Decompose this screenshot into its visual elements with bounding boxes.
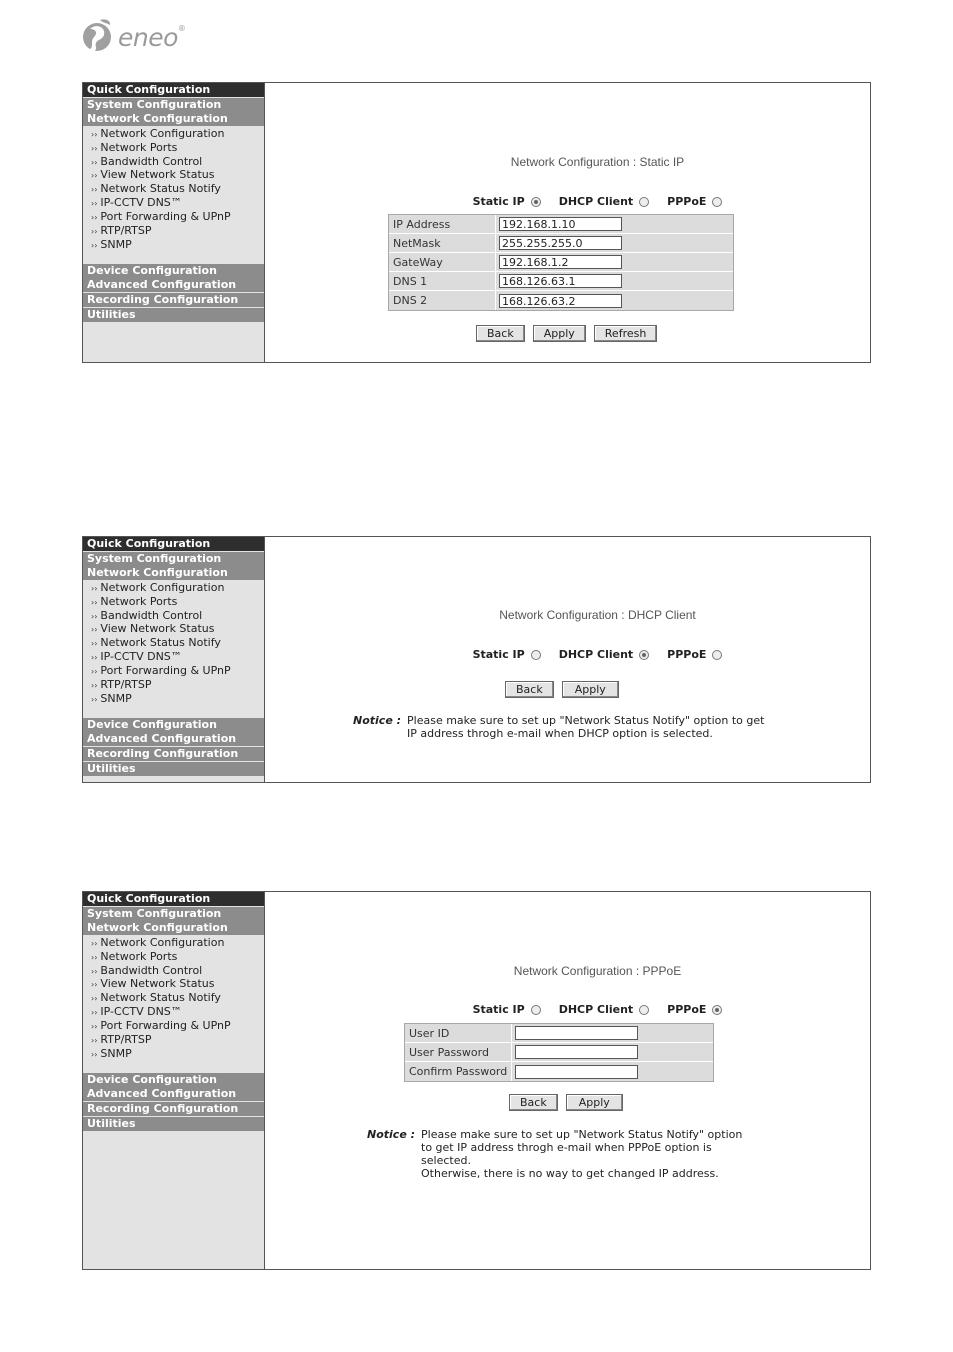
field-label: DNS 2 [389, 291, 496, 310]
refresh-button[interactable]: Refresh [594, 325, 658, 342]
menu-quick-configuration[interactable]: Quick Configuration [83, 892, 264, 906]
menu-sub-label: Network Configuration [100, 580, 225, 594]
dhcp-client-panel [82, 536, 871, 783]
field-label: IP Address [389, 215, 496, 233]
notice-line: selected. [421, 1154, 471, 1167]
pppoe-form [404, 1023, 714, 1082]
menu-sub-network-status-notify[interactable] [83, 182, 264, 196]
arrow-icon: ›› [91, 1008, 98, 1018]
radio-static-ip[interactable] [473, 195, 541, 208]
menu-sub-network-configuration[interactable] [83, 936, 264, 950]
button-group [505, 1094, 627, 1111]
arrow-icon: ›› [91, 639, 98, 649]
field-label: DNS 1 [389, 272, 496, 290]
apply-button[interactable]: Apply [533, 325, 586, 342]
arrow-icon: ›› [91, 938, 98, 948]
dns1-input[interactable]: 168.126.63.1 [499, 274, 622, 288]
arrow-icon: ›› [91, 199, 98, 209]
menu-sub-network-ports[interactable] [83, 141, 264, 155]
page-title: Network Configuration : Static IP [510, 155, 685, 169]
notice-line: to get IP address throgh e-mail when PPPoE option is [421, 1141, 712, 1154]
menu-sub-network-status-notify[interactable] [83, 636, 264, 650]
menu-sub-label: View Network Status [100, 622, 215, 636]
back-button[interactable]: Back [509, 1094, 558, 1111]
menu-sub-network-configuration[interactable] [83, 127, 264, 141]
field-label: User Password [405, 1043, 512, 1061]
menu-sub-label: SNMP [100, 237, 132, 251]
menu-system-configuration[interactable]: System Configuration [83, 552, 264, 566]
radio-icon[interactable] [712, 197, 722, 207]
field-confirm-password [405, 1062, 713, 1081]
arrow-icon: ›› [91, 1049, 98, 1059]
arrow-icon: ›› [91, 583, 98, 593]
arrow-icon: ›› [91, 185, 98, 195]
netmask-input[interactable]: 255.255.255.0 [499, 236, 622, 250]
arrow-icon: ›› [91, 157, 98, 167]
notice-message [353, 714, 764, 740]
radio-label: PPPoE [667, 1003, 707, 1016]
arrow-icon: ›› [91, 1022, 98, 1032]
arrow-icon: ›› [91, 980, 98, 990]
field-dns2 [389, 291, 733, 310]
radio-icon[interactable] [639, 1005, 649, 1015]
arrow-icon: ›› [91, 240, 98, 250]
menu-utilities[interactable]: Utilities [83, 308, 264, 322]
menu-network-configuration[interactable]: Network Configuration [83, 112, 264, 126]
menu-sub-label: Network Ports [100, 140, 178, 154]
menu-recording-configuration[interactable]: Recording Configuration [83, 1102, 264, 1116]
notice-text [407, 714, 764, 740]
field-gateway [389, 253, 733, 272]
arrow-icon: ›› [91, 994, 98, 1004]
menu-sub-port-forwarding[interactable] [83, 664, 264, 678]
notice-line: Otherwise, there is no way to get changed IP address. [421, 1167, 719, 1180]
page-title: Network Configuration : DHCP Client [499, 608, 696, 622]
field-dns1 [389, 272, 733, 291]
sidebar-menu [83, 537, 265, 782]
menu-sub-label: RTP/RTSP [100, 1033, 152, 1047]
button-group [501, 681, 623, 698]
confirm-password-input[interactable] [515, 1065, 638, 1079]
menu-sub-port-forwarding[interactable] [83, 210, 264, 224]
radio-label: PPPoE [667, 648, 707, 661]
menu-recording-configuration[interactable]: Recording Configuration [83, 747, 264, 761]
content-area [265, 892, 870, 1269]
radio-dhcp-client[interactable] [559, 195, 649, 208]
mode-selector [265, 1003, 870, 1016]
radio-icon[interactable] [531, 650, 541, 660]
field-ip-address [389, 215, 733, 234]
menu-sub-rtp-rtsp[interactable] [83, 678, 264, 692]
arrow-icon: ›› [91, 143, 98, 153]
menu-sub-view-network-status[interactable] [83, 622, 264, 636]
menu-sub-network-status-notify[interactable] [83, 991, 264, 1005]
logo-registered-mark: ® [177, 24, 186, 33]
radio-label: DHCP Client [558, 648, 634, 661]
radio-icon[interactable] [639, 650, 649, 660]
arrow-icon: ›› [91, 667, 98, 677]
radio-icon[interactable] [639, 197, 649, 207]
field-user-id [405, 1024, 713, 1043]
menu-sub-network-configuration[interactable] [83, 581, 264, 595]
menu-advanced-configuration[interactable]: Advanced Configuration [83, 1087, 264, 1101]
notice-label: Notice : [353, 714, 402, 727]
menu-sub-label: RTP/RTSP [100, 224, 152, 238]
menu-sub-ip-cctv-dns[interactable] [83, 196, 264, 210]
radio-dhcp-client[interactable] [559, 648, 649, 661]
menu-sub-port-forwarding[interactable] [83, 1019, 264, 1033]
menu-sub-label: Bandwidth Control [100, 608, 203, 622]
pppoe-panel [82, 891, 871, 1270]
notice-label: Notice : [367, 1128, 416, 1141]
menu-sub-label: Bandwidth Control [100, 963, 203, 977]
menu-sub-network-ports[interactable] [83, 950, 264, 964]
menu-sub-label: SNMP [100, 691, 132, 705]
arrow-icon: ›› [91, 952, 98, 962]
menu-sub-label: Network Status Notify [100, 991, 221, 1005]
dns2-input[interactable]: 168.126.63.2 [499, 294, 622, 308]
menu-quick-configuration[interactable]: Quick Configuration [83, 537, 264, 551]
arrow-icon: ›› [91, 227, 98, 237]
arrow-icon: ›› [91, 681, 98, 691]
mode-selector [265, 648, 870, 661]
user-id-input[interactable] [515, 1026, 638, 1040]
menu-sub-label: Network Status Notify [100, 182, 221, 196]
menu-sub-label: Port Forwarding & UPnP [100, 210, 231, 224]
page-title: Network Configuration : PPPoE [513, 964, 682, 978]
radio-label: DHCP Client [558, 195, 634, 208]
menu-advanced-configuration[interactable]: Advanced Configuration [83, 732, 264, 746]
apply-button[interactable]: Apply [566, 1094, 623, 1111]
notice-line: Please make sure to set up "Network Status Notify" option [421, 1128, 743, 1141]
menu-sub-label: Network Configuration [100, 935, 225, 949]
field-label: User ID [405, 1024, 512, 1042]
menu-network-configuration[interactable]: Network Configuration [83, 921, 264, 935]
notice-text [421, 1128, 742, 1180]
radio-pppoe[interactable] [667, 1003, 722, 1016]
menu-utilities[interactable]: Utilities [83, 1117, 264, 1131]
back-button[interactable]: Back [476, 325, 525, 342]
content-area [265, 537, 870, 782]
menu-sub-label: IP-CCTV DNS™ [100, 1005, 182, 1019]
menu-device-configuration[interactable]: Device Configuration [83, 718, 264, 732]
menu-sub-bandwidth-control[interactable] [83, 964, 264, 978]
menu-sub-label: Network Configuration [100, 126, 225, 140]
menu-sub-label: SNMP [100, 1046, 132, 1060]
eneo-logo [80, 16, 186, 58]
ip-address-input[interactable]: 192.168.1.10 [499, 217, 622, 231]
radio-label: DHCP Client [558, 1003, 634, 1016]
field-user-password [405, 1043, 713, 1062]
field-label: NetMask [389, 234, 496, 252]
mode-selector [265, 195, 870, 208]
arrow-icon: ›› [91, 625, 98, 635]
menu-sub-label: Bandwidth Control [100, 154, 203, 168]
field-netmask [389, 234, 733, 253]
menu-sub-snmp[interactable] [83, 1047, 264, 1061]
menu-sub-snmp[interactable] [83, 692, 264, 706]
menu-sub-label: Port Forwarding & UPnP [100, 664, 231, 678]
notice-line: Please make sure to set up "Network Status Notify" option to get [407, 714, 765, 727]
arrow-icon: ›› [91, 694, 98, 704]
radio-dhcp-client[interactable] [559, 1003, 649, 1016]
radio-pppoe[interactable] [667, 195, 722, 208]
sidebar-menu [83, 83, 265, 362]
menu-sub-label: IP-CCTV DNS™ [100, 650, 182, 664]
radio-static-ip[interactable] [473, 1003, 541, 1016]
menu-sub-label: View Network Status [100, 168, 215, 182]
arrow-icon: ›› [91, 597, 98, 607]
content-area [265, 83, 870, 362]
menu-sub-view-network-status[interactable] [83, 168, 264, 182]
radio-label: PPPoE [667, 195, 707, 208]
menu-sub-network-ports[interactable] [83, 595, 264, 609]
menu-sub-rtp-rtsp[interactable] [83, 224, 264, 238]
radio-icon[interactable] [531, 197, 541, 207]
menu-device-configuration[interactable]: Device Configuration [83, 1073, 264, 1087]
static-ip-form [388, 214, 734, 311]
arrow-icon: ›› [91, 966, 98, 976]
static-ip-panel [82, 82, 871, 363]
menu-sub-label: Network Ports [100, 594, 178, 608]
arrow-icon: ›› [91, 171, 98, 181]
menu-sub-ip-cctv-dns[interactable] [83, 650, 264, 664]
field-label: GateWay [389, 253, 496, 271]
gateway-input[interactable]: 192.168.1.2 [499, 255, 622, 269]
arrow-icon: ›› [91, 213, 98, 223]
radio-label: Static IP [472, 1003, 525, 1016]
menu-sub-label: Network Ports [100, 949, 178, 963]
menu-sub-label: RTP/RTSP [100, 678, 152, 692]
menu-sub-bandwidth-control[interactable] [83, 155, 264, 169]
notice-line: IP address throgh e-mail when DHCP option is selected. [407, 727, 713, 740]
radio-label: Static IP [472, 648, 525, 661]
arrow-icon: ›› [91, 129, 98, 139]
back-button[interactable]: Back [505, 681, 554, 698]
menu-advanced-configuration[interactable]: Advanced Configuration [83, 278, 264, 292]
menu-spacer [83, 252, 264, 264]
arrow-icon: ›› [91, 611, 98, 621]
user-password-input[interactable] [515, 1045, 638, 1059]
button-group [472, 325, 661, 342]
menu-spacer [83, 1061, 264, 1073]
logo-mark-icon [80, 17, 116, 57]
apply-button[interactable]: Apply [562, 681, 619, 698]
menu-sub-rtp-rtsp[interactable] [83, 1033, 264, 1047]
arrow-icon: ›› [91, 1036, 98, 1046]
radio-icon[interactable] [712, 650, 722, 660]
menu-sub-label: IP-CCTV DNS™ [100, 196, 182, 210]
logo-text: eneo [118, 22, 178, 52]
menu-system-configuration[interactable]: System Configuration [83, 907, 264, 921]
menu-sub-ip-cctv-dns[interactable] [83, 1005, 264, 1019]
notice-message [367, 1128, 742, 1180]
radio-label: Static IP [472, 195, 525, 208]
menu-sub-view-network-status[interactable] [83, 977, 264, 991]
menu-network-configuration[interactable]: Network Configuration [83, 566, 264, 580]
sidebar-menu [83, 892, 265, 1269]
menu-sub-bandwidth-control[interactable] [83, 609, 264, 623]
field-label: Confirm Password [405, 1062, 512, 1081]
menu-sub-label: View Network Status [100, 977, 215, 991]
radio-icon[interactable] [531, 1005, 541, 1015]
menu-spacer [83, 706, 264, 718]
arrow-icon: ›› [91, 653, 98, 663]
radio-pppoe[interactable] [667, 648, 722, 661]
menu-system-configuration[interactable]: System Configuration [83, 98, 264, 112]
menu-quick-configuration[interactable]: Quick Configuration [83, 83, 264, 97]
menu-recording-configuration[interactable]: Recording Configuration [83, 293, 264, 307]
radio-static-ip[interactable] [473, 648, 541, 661]
menu-device-configuration[interactable]: Device Configuration [83, 264, 264, 278]
radio-icon[interactable] [712, 1005, 722, 1015]
menu-sub-label: Port Forwarding & UPnP [100, 1019, 231, 1033]
menu-sub-label: Network Status Notify [100, 636, 221, 650]
menu-sub-snmp[interactable] [83, 238, 264, 252]
menu-utilities[interactable]: Utilities [83, 762, 264, 776]
